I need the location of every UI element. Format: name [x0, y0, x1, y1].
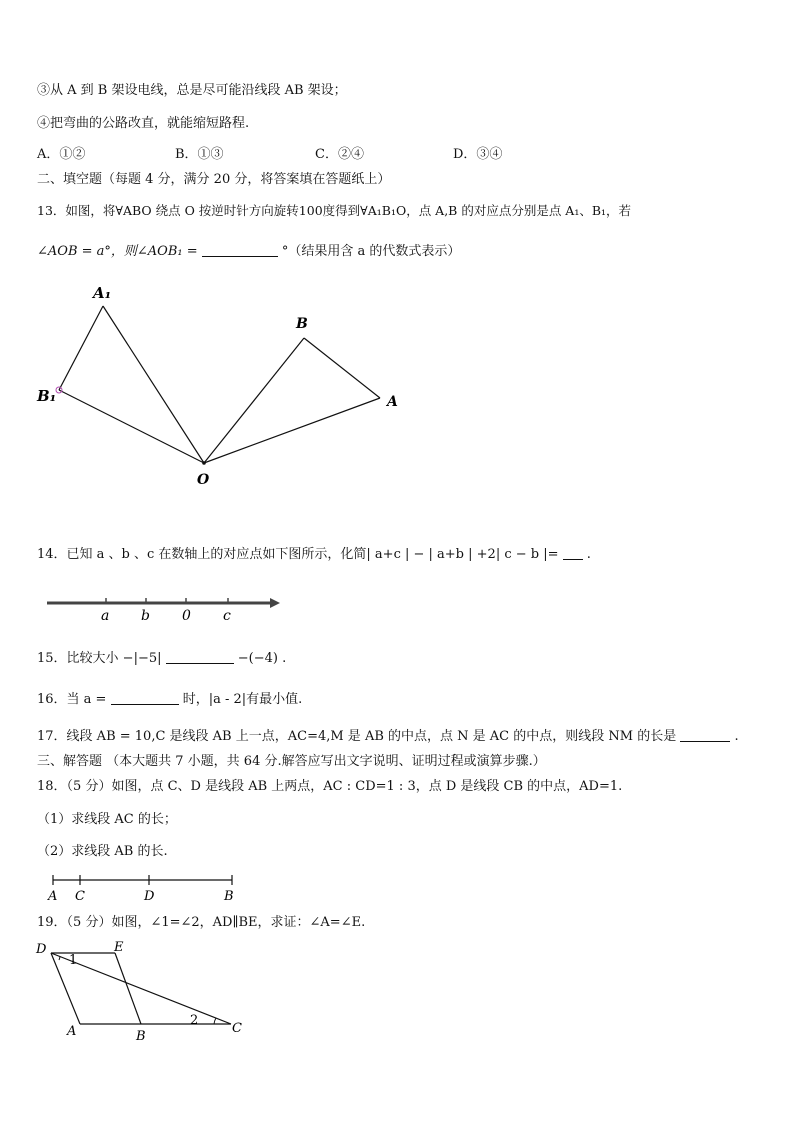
q14-expression: 14．已知 a 、b 、c 在数轴上的对应点如下图所示，化简| a+c | − | a+b | +2| c − b |= — [37, 547, 559, 562]
label-b1: B₁ — [37, 387, 57, 405]
label-c: C — [75, 889, 85, 904]
q19-text: 19．（5 分）如图，∠1=∠2，AD∥BE，求证：∠A=∠E. — [37, 915, 366, 930]
q14-period: . — [586, 547, 591, 562]
q12-item-3: ③从 A 到 B 架设电线，总是尽可能沿线段 AB 架设； — [37, 83, 347, 98]
segment-eb — [115, 953, 141, 1024]
label-o: O — [197, 472, 210, 488]
label-c: c — [223, 608, 231, 624]
q13-note: °（结果用含 a 的代数式表示） — [281, 244, 461, 259]
option-d: D．③④ — [453, 147, 503, 162]
segment-dc — [51, 953, 231, 1024]
q12-item-4: ④把弯曲的公路改直，就能缩短路程. — [37, 116, 250, 131]
label-angle-2: 2 — [190, 1013, 199, 1028]
q17-period: . — [734, 729, 739, 744]
label-a: a — [101, 608, 110, 624]
label-b: B — [296, 316, 308, 332]
q18-part-1: （1）求线段 AC 的长； — [37, 812, 177, 827]
section-2-heading: 二、填空题（每题 4 分，满分 20 分，将答案填在答题纸上） — [37, 172, 391, 187]
label-a: A — [67, 1024, 77, 1039]
option-a: A．①② — [37, 147, 86, 162]
label-c: C — [232, 1021, 242, 1036]
option-b: B．①③ — [175, 147, 224, 162]
label-b: b — [141, 608, 150, 624]
label-angle-1: 1 — [69, 953, 78, 968]
q16-left: 16．当 a = — [37, 692, 107, 707]
label-b: B — [136, 1029, 146, 1044]
section-3-heading: 三、解答题 （本大题共 7 小题，共 64 分.解答应写出文字说明、证明过程或演算步骤.） — [37, 754, 546, 769]
q16-right: 时，|a - 2|有最小值. — [182, 692, 303, 707]
q18-part-2: （2）求线段 AB 的长. — [37, 844, 168, 859]
label-b: B — [224, 889, 234, 904]
option-c: C．②④ — [315, 147, 364, 162]
label-a1: A₁ — [93, 284, 112, 302]
label-a: A — [48, 889, 58, 904]
angle-2-arc — [214, 1018, 216, 1024]
q15-right: −(−4) . — [237, 651, 287, 666]
label-zero: 0 — [182, 608, 191, 624]
label-e: E — [114, 940, 124, 955]
q13-given-angle: ∠AOB = a°，则∠AOB₁ = — [37, 244, 198, 259]
q15-left: 15．比较大小 −|−5| — [37, 651, 162, 666]
q13-text-line1: 13．如图，将∀ABO 绕点 O 按逆时针方向旋转100度得到∀A₁B₁O，点 A,B 的对应点分别是点 A₁、B₁，若 — [37, 203, 632, 218]
label-d: D — [144, 889, 155, 904]
label-d: D — [36, 942, 47, 957]
label-a: A — [387, 394, 398, 410]
q17-body: 17．线段 AB = 10,C 是线段 AB 上一点，AC=4,M 是 AB 的中点，点 N 是 AC 的中点，则线段 NM 的长是 — [37, 729, 677, 744]
q18-text: 18．（5 分）如图，点 C、D 是线段 AB 上两点，AC : CD=1 : 3，点 D 是线段 CB 的中点，AD=1. — [37, 779, 623, 794]
